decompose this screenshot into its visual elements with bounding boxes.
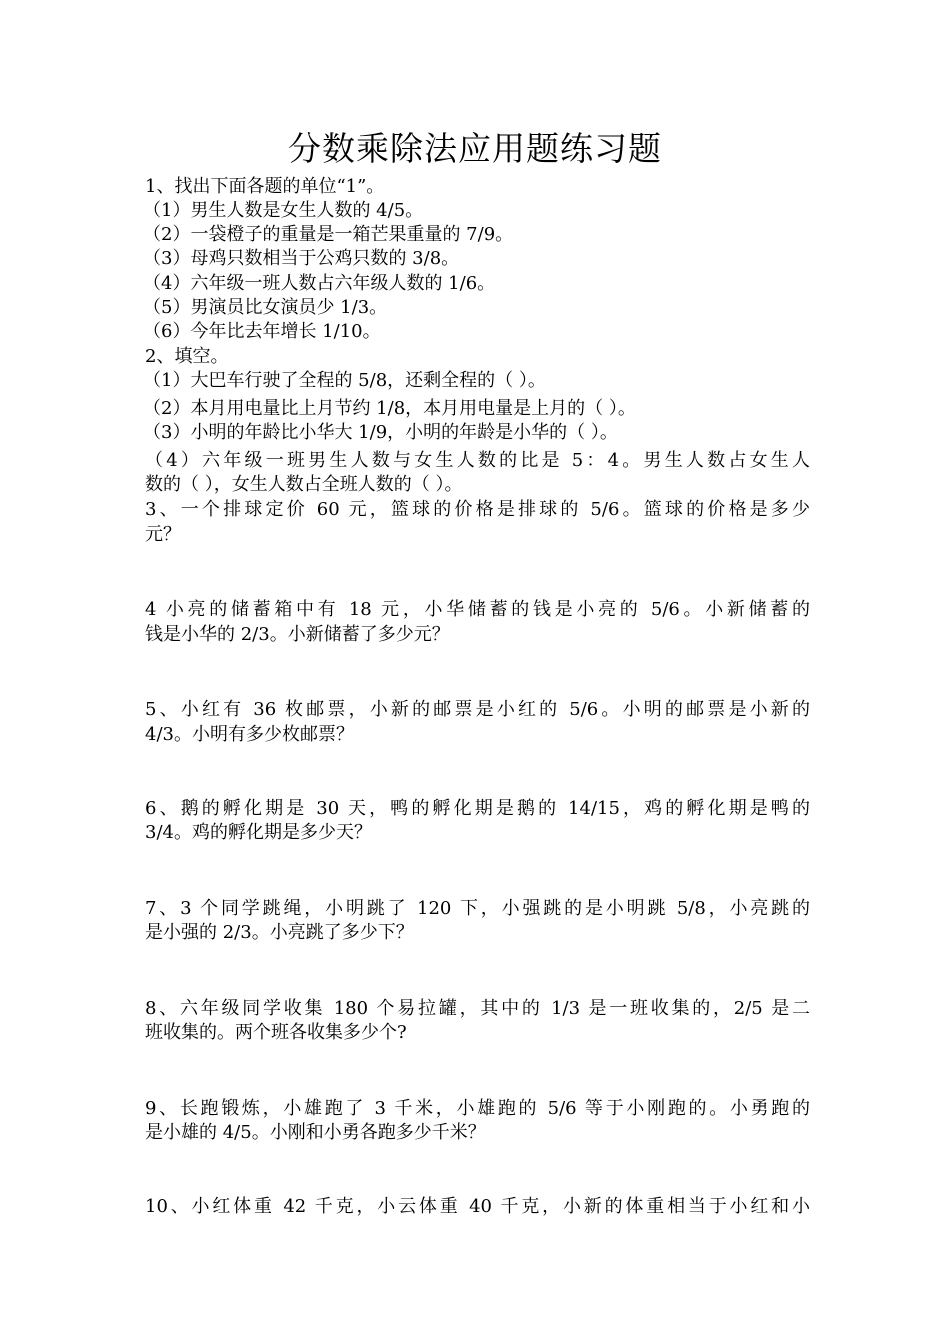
problem-6-line-2: 3/4。鸡的孵化期是多少天？ bbox=[145, 822, 372, 843]
problem-10-line-1: 10、小红体重 42 千克，小云体重 40 千克，小新的体重相当于小红和小 bbox=[145, 1196, 810, 1217]
section-1-item: （1）男生人数是女生人数的 4/5。 bbox=[143, 200, 424, 221]
problem-5-line-1: 5、小红有 36 枚邮票，小新的邮票是小红的 5/6。小明的邮票是小新的 bbox=[145, 699, 810, 720]
section-2-item: （1）大巴车行驶了全程的 5/8，还剩全程的（ ）。 bbox=[143, 370, 546, 391]
problem-4-line-1: 4 小亮的储蓄箱中有 18 元，小华储蓄的钱是小亮的 5/6。小新储蓄的 bbox=[145, 599, 810, 620]
problem-3-line-2: 元？ bbox=[145, 524, 181, 545]
problem-7-line-1: 7、3 个同学跳绳，小明跳了 120 下，小强跳的是小明跳 5/8，小亮跳的 bbox=[145, 898, 810, 919]
section-1-heading: 1、找出下面各题的单位“1”。 bbox=[145, 176, 385, 197]
section-2-item-4-line-1: （4）六年级一班男生人数与女生人数的比是 5：4。男生人数占女生人 bbox=[145, 450, 810, 471]
problem-9-line-2: 是小雄的 4/5。小刚和小勇各跑多少千米？ bbox=[145, 1122, 486, 1143]
section-1-item: （6）今年比去年增长 1/10。 bbox=[143, 321, 381, 342]
problem-9-line-1: 9、长跑锻炼，小雄跑了 3 千米，小雄跑的 5/6 等于小刚跑的。小勇跑的 bbox=[145, 1098, 810, 1119]
section-1-item: （3）母鸡只数相当于公鸡只数的 3/8。 bbox=[143, 248, 460, 269]
problem-8-line-2: 班收集的。两个班各收集多少个? bbox=[145, 1022, 407, 1043]
problem-4-line-2: 钱是小华的 2/3。小新储蓄了多少元？ bbox=[145, 624, 450, 645]
page-title: 分数乘除法应用题练习题 bbox=[288, 129, 662, 168]
problem-6-line-1: 6、鹅的孵化期是 30 天，鸭的孵化期是鹅的 14/15，鸡的孵化期是鸭的 bbox=[145, 798, 810, 819]
section-2-item: （2）本月用电量比上月节约 1/8，本月用电量是上月的（ ）。 bbox=[143, 398, 636, 419]
section-1-item: （5）男演员比女演员少 1/3。 bbox=[143, 297, 388, 318]
section-2-item-4-line-2: 数的（ ），女生人数占全班人数的（ ）。 bbox=[145, 474, 463, 495]
section-2-item: （3）小明的年龄比小华大 1/9，小明的年龄是小华的（ ）。 bbox=[143, 422, 618, 443]
problem-7-line-2: 是小强的 2/3。小亮跳了多少下？ bbox=[145, 922, 414, 943]
problem-5-line-2: 4/3。小明有多少枚邮票？ bbox=[145, 724, 354, 745]
section-1-item: （2）一袋橙子的重量是一箱芒果重量的 7/9。 bbox=[143, 224, 514, 245]
problem-8-line-1: 8、六年级同学收集 180 个易拉罐，其中的 1/3 是一班收集的，2/5 是二 bbox=[145, 998, 810, 1019]
problem-3-line-1: 3、一个排球定价 60 元，篮球的价格是排球的 5/6。篮球的价格是多少 bbox=[145, 499, 810, 520]
section-2-heading: 2、填空。 bbox=[145, 346, 229, 367]
section-1-item: （4）六年级一班人数占六年级人数的 1/6。 bbox=[143, 273, 496, 294]
